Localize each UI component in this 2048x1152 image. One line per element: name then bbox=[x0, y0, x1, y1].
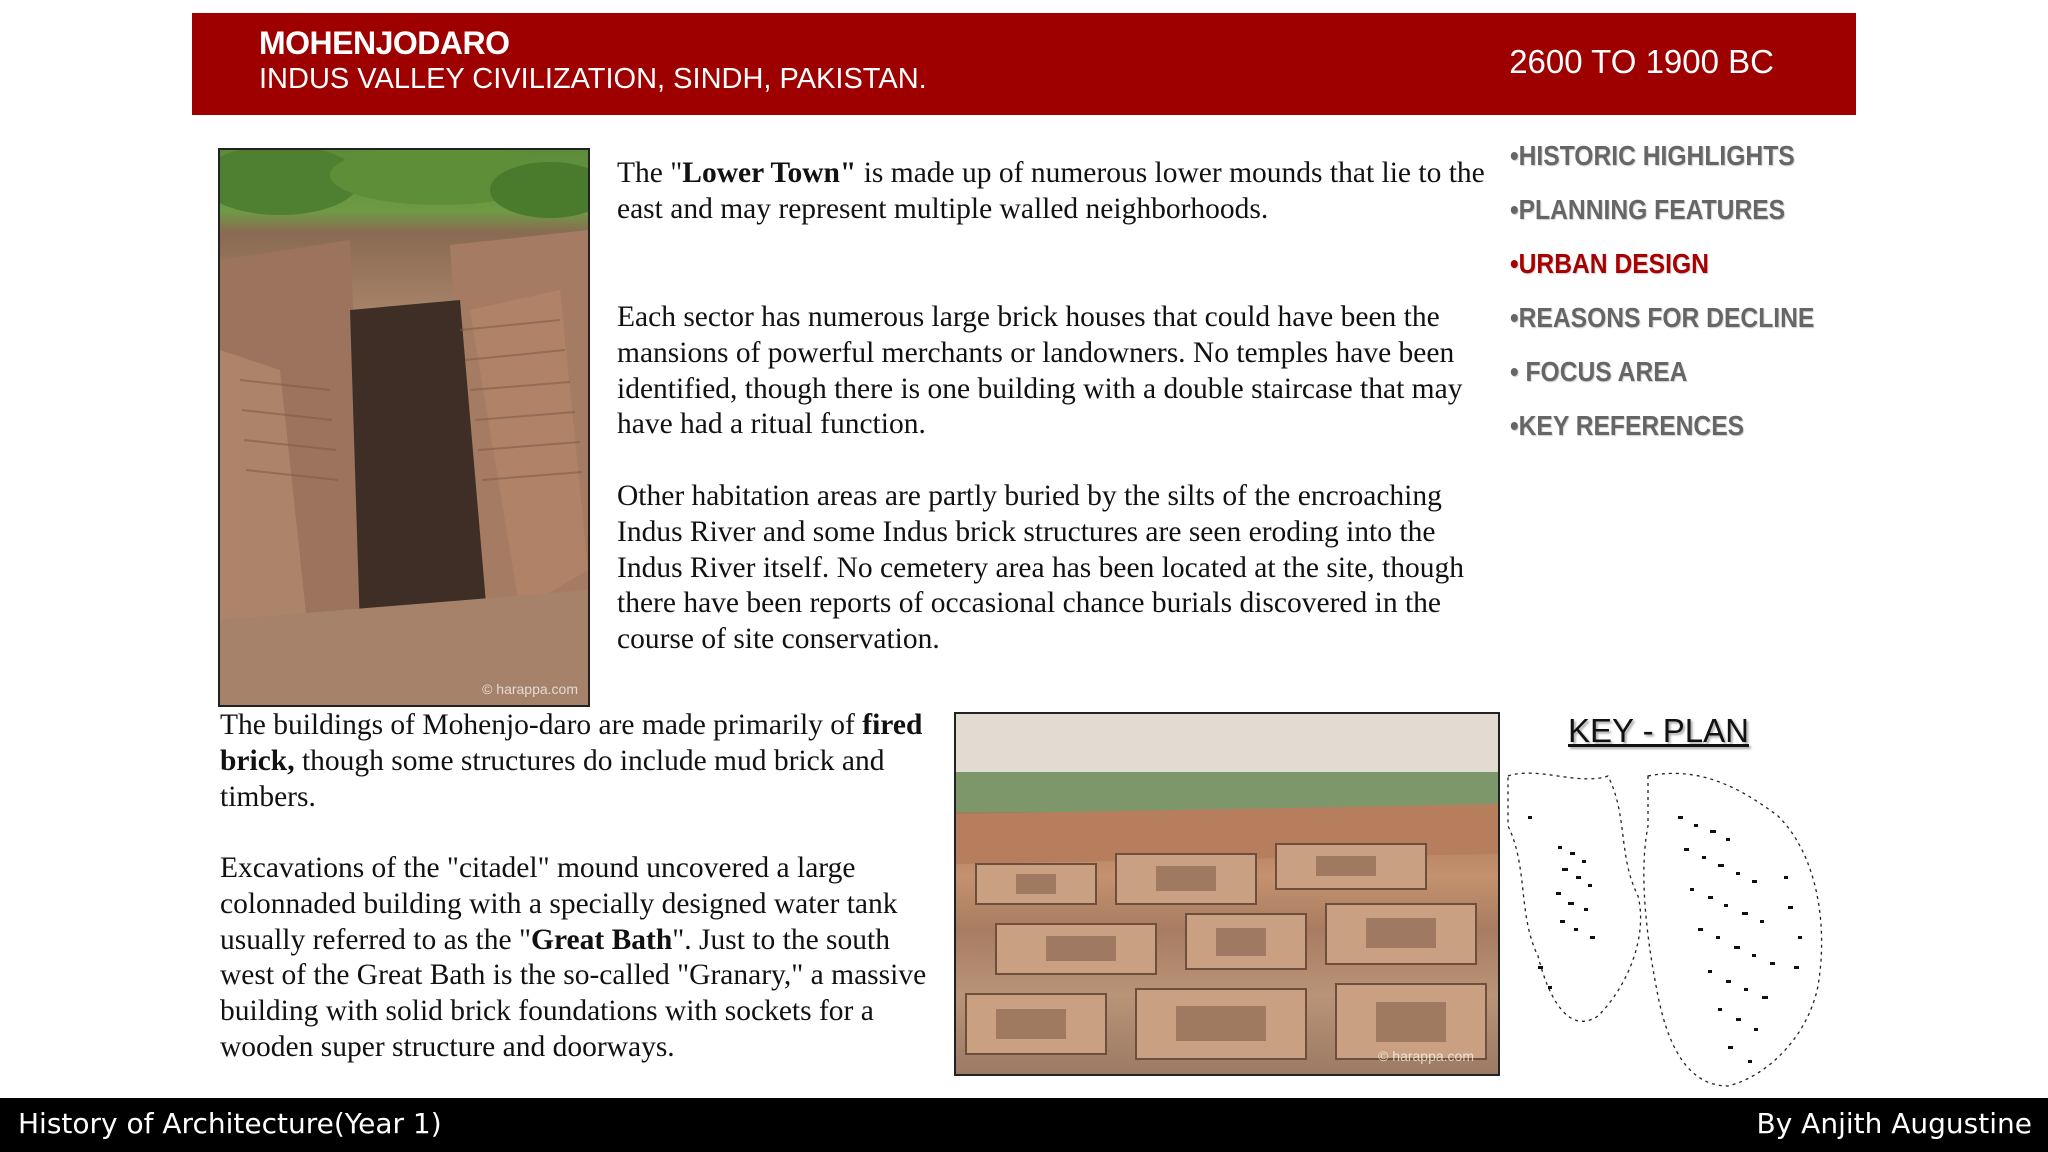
author-label: By Anjith Augustine bbox=[1756, 1107, 2032, 1140]
brick-ruins-photo bbox=[954, 712, 1500, 1076]
great-bath-paragraph: Excavations of the "citadel" mound uncovered a large colonnaded building with a specially designed water tank usually referred to as the "Great Bath". Just to the south west of the Great Bath is the so-called "Granary," a massive building with solid brick foundations with sockets for a wooden super structure and doorways. bbox=[220, 852, 927, 1063]
fired-brick-paragraph: The buildings of Mohenjo-daro are made primarily of fired brick, though some structures do include mud brick and timbers. bbox=[220, 709, 923, 813]
excavation-trench-photo bbox=[218, 148, 590, 707]
habitation-areas-paragraph: Other habitation areas are partly buried by the silts of the encroaching Indus River and some Indus brick structures are seen eroding into the Indus River itself. No cemetery area has been located at the site, though there have been reports of occasional chance burials discovered in the course of site conservation. bbox=[617, 480, 1465, 656]
key-plan-map bbox=[1498, 756, 1834, 1092]
nav-planning-features[interactable]: •PLANNING FEATURES bbox=[1510, 194, 1786, 225]
site-title: MOHENJODARO bbox=[259, 25, 510, 61]
brick-houses-paragraph: Each sector has numerous large brick houses that could have been the mansions of powerful merchants or landowners. No temples have been identified, though there is one building with a double staircase that may have had a ritual function. bbox=[617, 301, 1463, 441]
lower-town-paragraph: The "Lower Town" is made up of numerous lower mounds that lie to the east and may represent multiple walled neighborhoods. bbox=[617, 157, 1485, 225]
nav-historic-highlights[interactable]: •HISTORIC HIGHLIGHTS bbox=[1510, 140, 1795, 171]
section-nav bbox=[1510, 136, 1856, 460]
period-label: 2600 TO 1900 BC bbox=[1509, 43, 1774, 80]
header-banner bbox=[192, 13, 1856, 115]
footer-bar bbox=[0, 1098, 2048, 1152]
photo2-watermark: © harappa.com bbox=[1378, 1048, 1474, 1064]
site-subtitle: INDUS VALLEY CIVILIZATION, SINDH, PAKISTAN. bbox=[259, 63, 927, 95]
photo1-watermark: © harappa.com bbox=[482, 681, 578, 697]
course-label: History of Architecture(Year 1) bbox=[18, 1107, 442, 1140]
nav-focus-area[interactable]: • FOCUS AREA bbox=[1510, 356, 1688, 387]
nav-urban-design[interactable]: •URBAN DESIGN bbox=[1510, 248, 1709, 279]
key-plan-title: KEY - PLAN bbox=[1568, 712, 1749, 749]
nav-key-references[interactable]: •KEY REFERENCES bbox=[1510, 410, 1745, 441]
nav-reasons-for-decline[interactable]: •REASONS FOR DECLINE bbox=[1510, 302, 1815, 333]
